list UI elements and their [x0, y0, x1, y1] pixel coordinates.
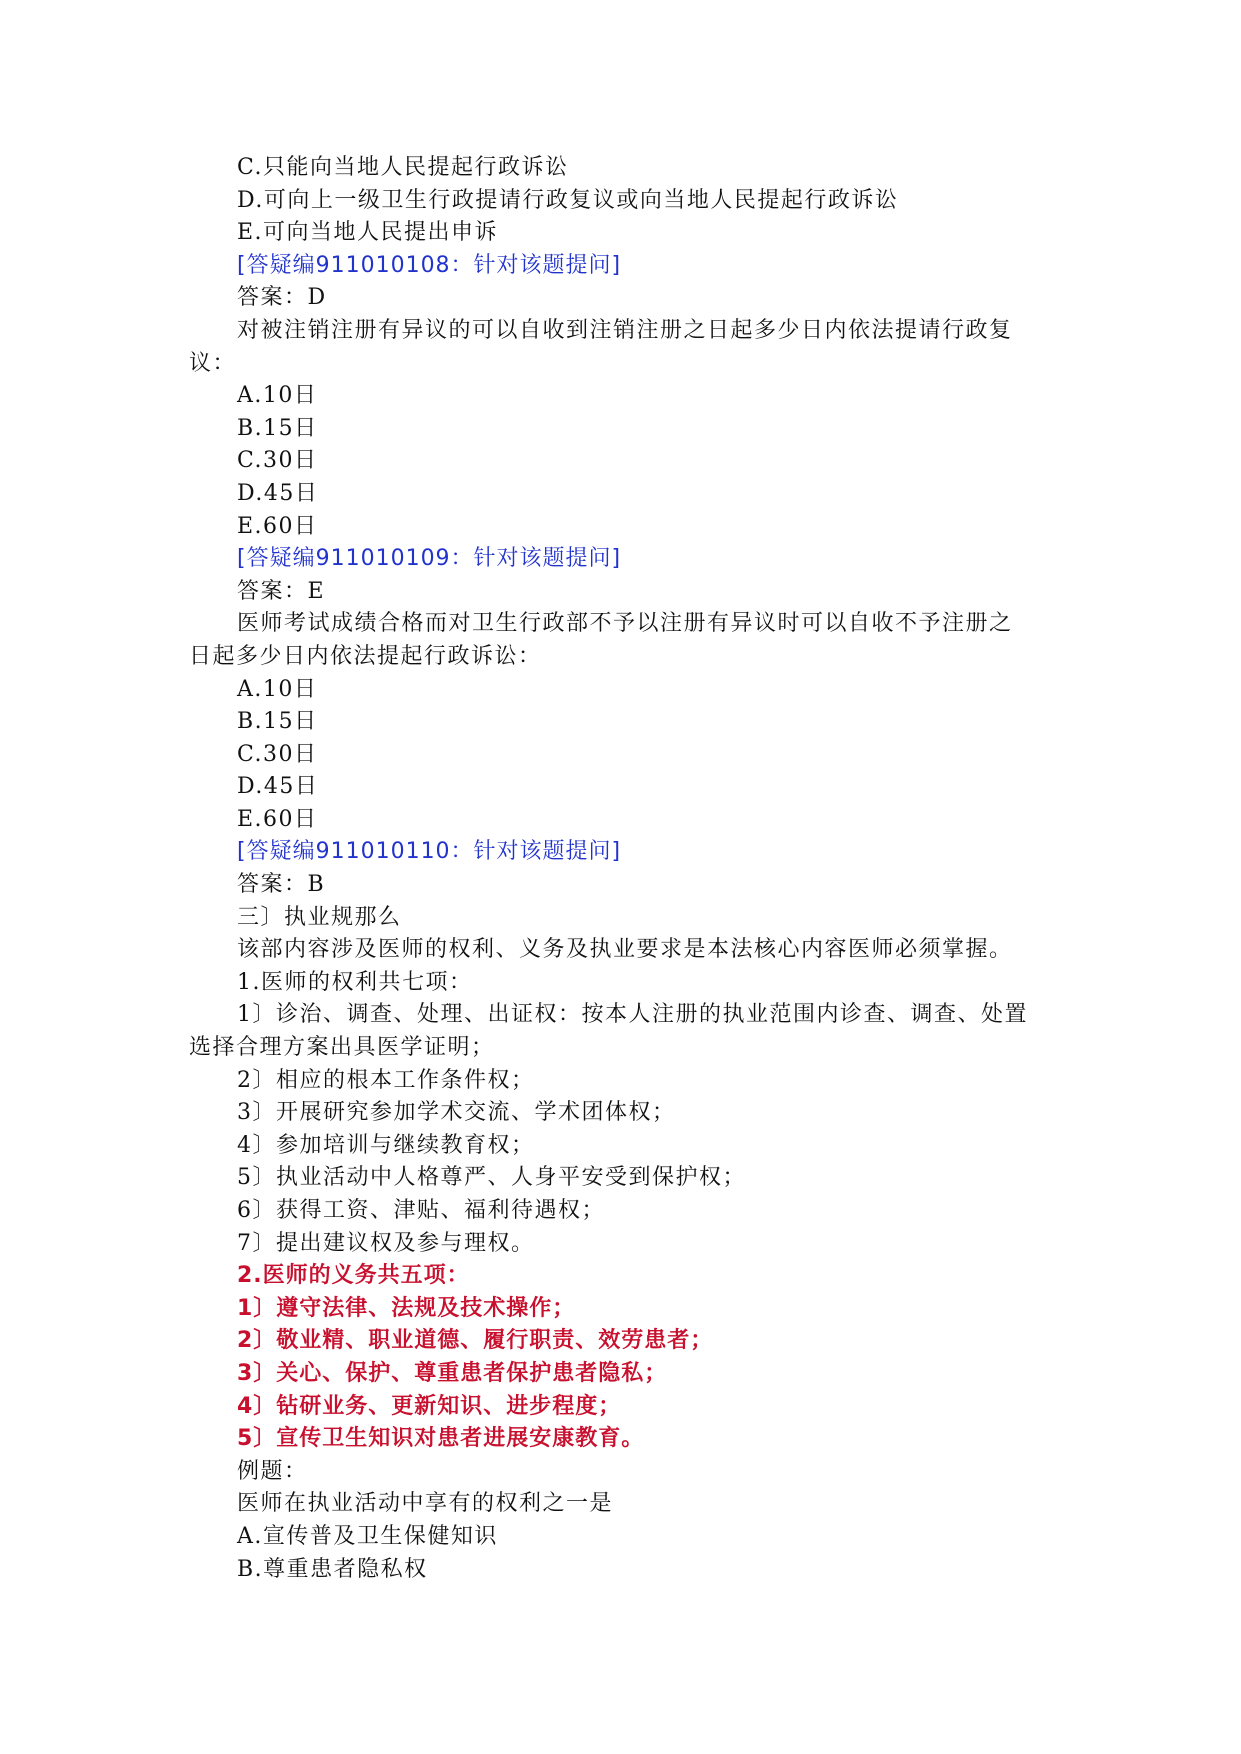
text-line: A.10日	[237, 383, 318, 409]
highlight-line: 4〕钻研业务、更新知识、进步程度；	[237, 1393, 622, 1419]
text-line: 对被注销注册有异议的可以自收到注销注册之日起多少日内依法提请行政复	[237, 317, 1013, 343]
text-line: C.30日	[237, 741, 318, 767]
text-line: D.45日	[237, 480, 319, 506]
text-line: B.15日	[237, 415, 318, 441]
text-line: 答案：E	[237, 578, 326, 604]
highlight-line: 1〕遵守法律、法规及技术操作；	[237, 1295, 576, 1321]
text-line: C.30日	[237, 448, 318, 474]
text-line: E.60日	[237, 513, 318, 539]
text-line: 答案：D	[237, 285, 327, 311]
question-link[interactable]: [答疑编911010108：针对该题提问]	[237, 252, 622, 278]
text-line: 3〕开展研究参加学术交流、学术团体权；	[237, 1100, 676, 1126]
text-line: B.尊重患者隐私权	[237, 1556, 428, 1582]
text-line: 议：	[189, 350, 237, 376]
text-line: 1〕诊治、调查、处理、出证权：按本人注册的执业范围内诊查、调查、处置	[237, 1002, 1028, 1028]
text-line: 4〕参加培训与继续教育权；	[237, 1132, 535, 1158]
text-line: 7〕提出建议权及参与理权。	[237, 1230, 535, 1256]
text-line: E.可向当地人民提出申诉	[237, 220, 499, 246]
text-line: 6〕获得工资、津贴、福利待遇权；	[237, 1198, 605, 1223]
text-line: 医师在执业活动中享有的权利之一是	[237, 1491, 614, 1517]
text-line: 日起多少日内依法提起行政诉讼：	[189, 643, 542, 669]
text-line: E.60日	[237, 806, 318, 832]
text-line: D.45日	[237, 774, 319, 800]
text-line: 医师考试成绩合格而对卫生行政部不予以注册有异议时可以自收不予注册之	[237, 611, 1013, 637]
text-line: 选择合理方案出具医学证明；	[189, 1035, 495, 1061]
question-link[interactable]: [答疑编911010110：针对该题提问]	[237, 839, 622, 865]
highlight-line: 2〕敬业精、职业道德、履行职责、效劳患者；	[237, 1328, 714, 1354]
highlight-line: 2.医师的义务共五项：	[237, 1263, 470, 1289]
text-line: 三〕执业规那么	[237, 904, 402, 930]
text-line: 答案：B	[237, 872, 326, 898]
highlight-line: 5〕宣传卫生知识对患者进展安康教育。	[237, 1426, 645, 1452]
text-line: 该部内容涉及医师的权利、义务及执业要求是本法核心内容医师必须掌握。	[237, 937, 1013, 963]
highlight-line: 3〕关心、保护、尊重患者保护患者隐私；	[237, 1360, 668, 1386]
text-line: A.宣传普及卫生保健知识	[237, 1523, 498, 1549]
text-line: 1.医师的权利共七项：	[237, 969, 473, 995]
text-line: C.只能向当地人民提起行政诉讼	[237, 155, 569, 180]
text-line: 5〕执业活动中人格尊严、人身平安受到保护权；	[237, 1165, 746, 1191]
text-line: D.可向上一级卫生行政提请行政复议或向当地人民提起行政诉讼	[237, 187, 899, 213]
document-body	[189, 152, 1045, 1586]
text-line: 2〕相应的根本工作条件权；	[237, 1067, 535, 1093]
text-line: A.10日	[237, 676, 318, 702]
text-line: B.15日	[237, 709, 318, 735]
text-line: 例题：	[237, 1458, 308, 1484]
question-link[interactable]: [答疑编911010109：针对该题提问]	[237, 546, 622, 572]
